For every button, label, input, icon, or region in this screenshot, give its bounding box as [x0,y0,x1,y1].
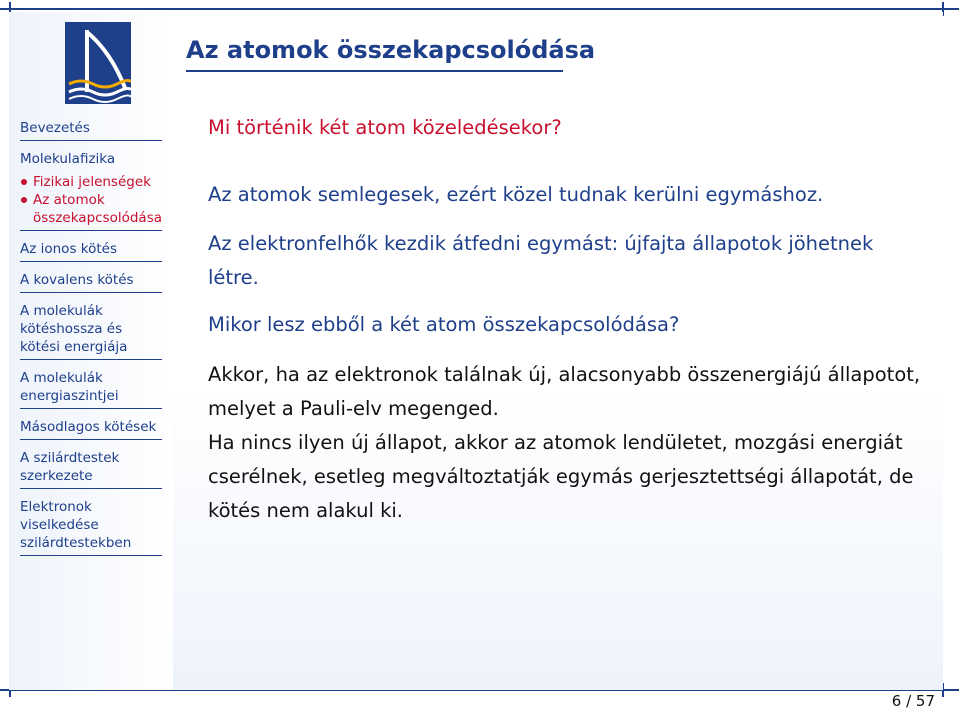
paragraph-3: Mikor lesz ebből a két atom összekapcsolódása? [208,313,680,336]
nav-item-szilardtestek-szerkezete[interactable]: A szilárdtestek szerkezete [20,449,162,489]
title-underline [186,70,563,72]
paragraph-5: Ha nincs ilyen új állapot, akkor az atomok lendületet, mozgási energiát cserélnek, esetleg megváltoztatják egymás gerjesztettségi állapotát, de kötés nem alakul ki. [208,431,914,522]
paragraph-4: Akkor, ha az elektronok találnak új, alacsonyabb összenergiájú állapotot, melyet a Pauli-elv megenged. [208,363,921,420]
nav-item-kotesshossz[interactable]: A molekulák kötéshossza és kötési energiája [20,302,162,360]
nav-subitem-fizikai-jelensegek[interactable] [20,173,162,191]
nav-item-elektronok-viselkedese[interactable]: Elektronok viselkedése szilárdtestekben [20,498,162,556]
page-number: 6 / 57 [891,692,935,710]
sidebar-navigation [20,119,162,565]
university-logo-icon [65,22,131,104]
slide-background [173,12,943,690]
nav-group-molekulafizika [20,150,162,231]
slide-title: Az atomok összekapcsolódása [186,36,596,64]
nav-subitem-az-atomok-osszekapcsolodasa[interactable] [20,191,162,227]
top-frame-line [0,8,959,10]
nav-item-kovalens-kotes[interactable]: A kovalens kötés [20,271,162,293]
nav-subitem-label: Fizikai jelenségek [33,174,151,190]
nav-item-masodlagos-kotesek[interactable]: Másodlagos kötések [20,418,162,440]
bullet-icon [21,179,27,185]
paragraph-2: Az elektronfelhők kezdik átfedni egymást: újfajta állapotok jöhetnek létre. [208,232,874,289]
nav-item-energiaszintjei[interactable]: A molekulák energiaszintjei [20,369,162,409]
bullet-icon [21,197,27,203]
question-heading: Mi történik két atom közeledésekor? [208,116,562,139]
nav-item-ionos-kotes[interactable]: Az ionos kötés [20,240,162,262]
nav-subitem-label: Az atomok összekapcsolódása [33,192,163,226]
nav-item-molekulafizika[interactable]: Molekulafizika [20,151,116,167]
nav-item-bevezetes[interactable]: Bevezetés [20,119,162,141]
paragraph-1: Az atomok semlegesek, ezért közel tudnak kerülni egymáshoz. [208,183,824,206]
